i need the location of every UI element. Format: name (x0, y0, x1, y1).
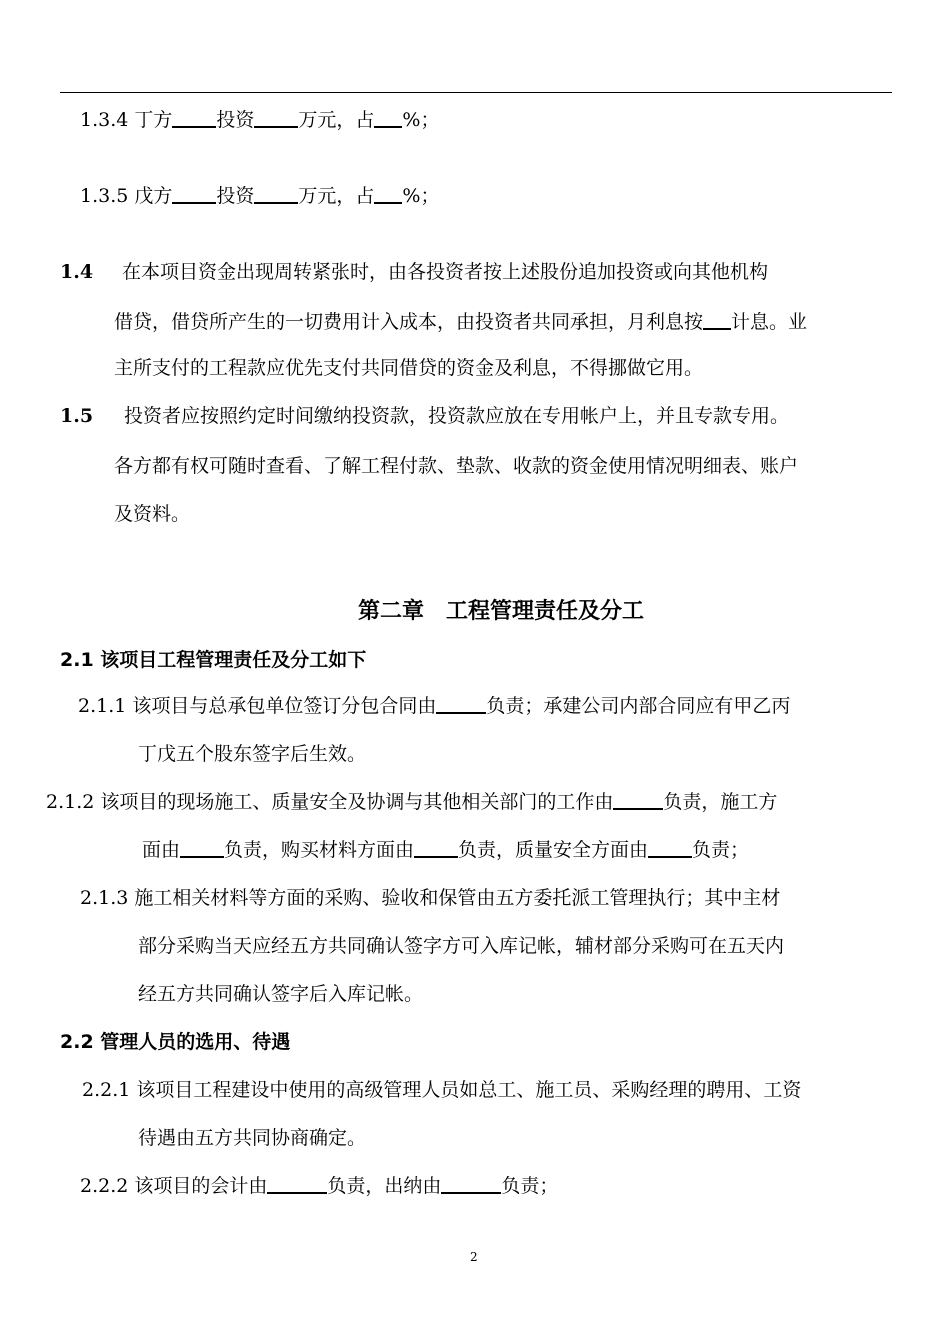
clause-2-2-1-line-2: 待遇由五方共同协商确定。 (138, 1127, 367, 1149)
blank-field[interactable] (374, 108, 402, 128)
clause-1-5-line-1: 投资者应按照约定时间缴纳投资款，投资款应放在专用帐户上，并且专款专用。 (124, 405, 790, 427)
blank-field[interactable] (254, 184, 298, 204)
clause-2-1-1-line-1: 2.1.1 该项目与总承包单位签订分包合同由 负责；承建公司内部合同应有甲乙丙 (78, 695, 791, 717)
header-rule (60, 92, 892, 93)
chapter-title: 第二章 工程管理责任及分工 (358, 599, 645, 624)
clause-1-4-line-3: 主所支付的工程款应优先支付共同借贷的资金及利息，不得挪做它用。 (114, 357, 704, 379)
blank-field[interactable] (254, 108, 298, 128)
clause-2-2-1-line-1: 2.2.1 该项目工程建设中使用的高级管理人员如总工、施工员、采购经理的聘用、工资 (82, 1079, 802, 1101)
clause-1-5-line-3: 及资料。 (114, 503, 191, 525)
clause-number-1-4: 1.4 (60, 261, 94, 283)
clause-2-1-3-line-2: 部分采购当天应经五方共同确认签字方可入库记帐，辅材部分采购可在五天内 (138, 935, 785, 957)
blank-field[interactable] (436, 694, 486, 714)
blank-field[interactable] (703, 310, 731, 330)
clause-2-2-2: 2.2.2 该项目的会计由 负责，出纳由 负责； (80, 1175, 559, 1197)
blank-field[interactable] (267, 1174, 327, 1194)
blank-field[interactable] (374, 184, 402, 204)
blank-field[interactable] (648, 838, 692, 858)
clause-1-3-4: 1.3.4 丁方 投资 万元，占 %； (80, 109, 440, 131)
clause-2-1-1-line-2: 丁戊五个股东签字后生效。 (138, 743, 367, 765)
clause-1-4-line-2: 借贷，借贷所产生的一切费用计入成本，由投资者共同承担，月利息按 计息。业 (114, 311, 808, 333)
clause-1-5-line-2: 各方都有权可随时查看、了解工程付款、垫款、收款的资金使用情况明细表、账户 (114, 455, 799, 477)
page-number: 2 (470, 1250, 478, 1264)
clause-1-4-line-1: 在本项目资金出现周转紧张时，由各投资者按上述股份追加投资或向其他机构 (122, 261, 769, 283)
blank-field[interactable] (172, 184, 216, 204)
blank-field[interactable] (414, 838, 458, 858)
clause-1-3-5: 1.3.5 戊方 投资 万元，占 %； (80, 185, 440, 207)
clause-2-1-2-line-2: 面由 负责，购买材料方面由 负责，质量安全方面由 负责； (142, 839, 750, 861)
section-heading-2-2: 2.2 管理人员的选用、待遇 (60, 1031, 291, 1053)
blank-field[interactable] (180, 838, 224, 858)
clause-2-1-3-line-3: 经五方共同确认签字后入库记帐。 (138, 983, 424, 1005)
blank-field[interactable] (441, 1174, 501, 1194)
clause-2-1-3-line-1: 2.1.3 施工相关材料等方面的采购、验收和保管由五方委托派工管理执行；其中主材 (80, 887, 781, 909)
section-heading-2-1: 2.1 该项目工程管理责任及分工如下 (60, 649, 367, 671)
clause-2-1-2-line-1: 2.1.2 该项目的现场施工、质量安全及协调与其他相关部门的工作由 负责，施工方 (46, 791, 778, 813)
clause-number-1-5: 1.5 (60, 405, 94, 427)
blank-field[interactable] (172, 108, 216, 128)
blank-field[interactable] (613, 790, 663, 810)
